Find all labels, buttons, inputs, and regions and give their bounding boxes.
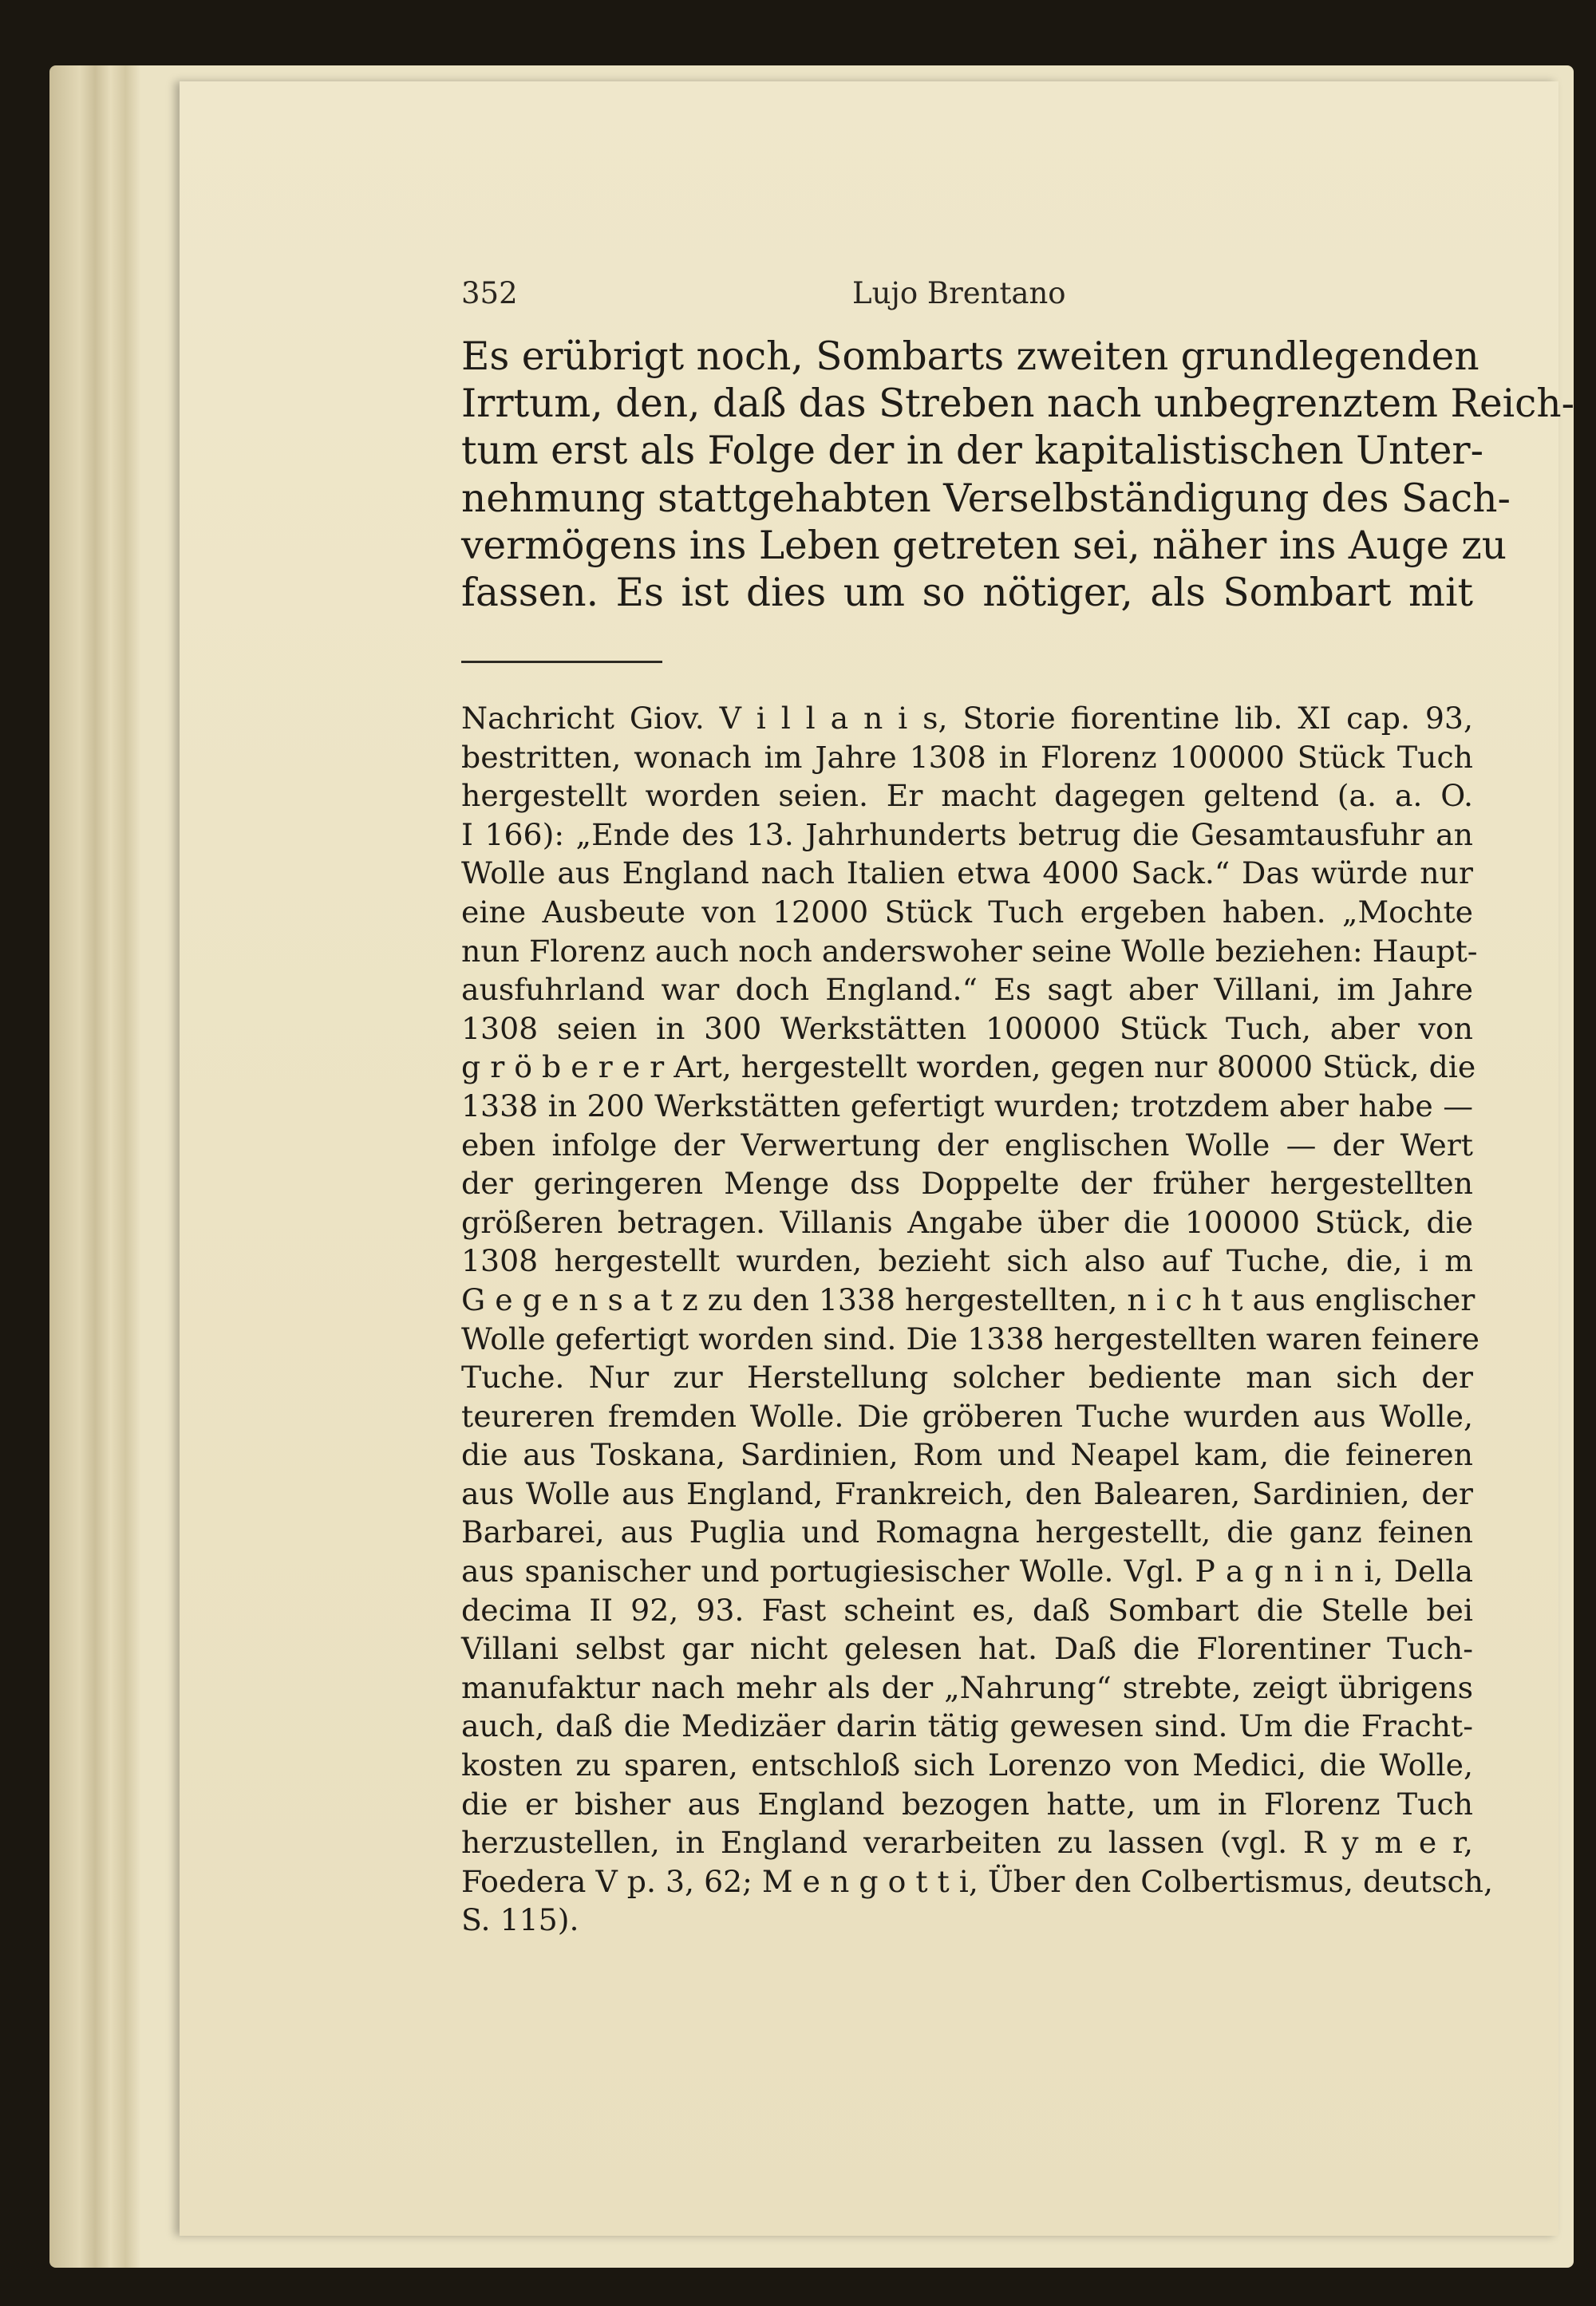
footnote-line: G e g e n s a t z zu den 1338 hergestellten, n i c h t aus englischer xyxy=(461,1281,1476,1317)
footnote-line: eine Ausbeute von 12000 Stück Tuch ergeben haben. „Mochte xyxy=(461,894,1473,930)
footnote-line: g r ö b e r e r Art, hergestellt worden, gegen nur 80000 Stück, die xyxy=(461,1049,1476,1085)
body-line: vermögens ins Leben getreten sei, näher ins Auge zu xyxy=(461,523,1507,568)
footnote-line: größeren betragen. Villanis Angabe über die 100000 Stück, die xyxy=(461,1204,1473,1240)
footnote-line: S. 115). xyxy=(461,1902,579,1938)
footnote-line: Tuche. Nur zur Herstellung solcher bediente man sich der xyxy=(461,1360,1473,1396)
body-line: Irrtum, den, daß das Streben nach unbegrenztem Reich- xyxy=(461,381,1574,427)
footnote-line: Nachricht Giov. V i l l a n i s, Storie fiorentine lib. XI cap. 93, xyxy=(461,701,1473,736)
footnote-line: Foedera V p. 3, 62; M e n g o t t i, Über den Colbertismus, deutsch, xyxy=(461,1863,1493,1899)
footnote-line: aus spanischer und portugiesischer Wolle. Vgl. P a g n i n i, Della xyxy=(461,1554,1473,1589)
footnote-line: bestritten, wonach im Jahre 1308 in Florenz 100000 Stück Tuch xyxy=(461,739,1473,775)
footnote-line: die er bisher aus England bezogen hatte, um in Florenz Tuch xyxy=(461,1786,1473,1822)
footnote-line: 1308 seien in 300 Werkstätten 100000 Stück Tuch, aber von xyxy=(461,1010,1473,1046)
running-header xyxy=(0,270,1596,318)
footnote-line: hergestellt worden seien. Er macht dagegen geltend (a. a. O. xyxy=(461,778,1473,814)
footnote-line: herzustellen, in England verarbeiten zu lassen (vgl. R y m e r, xyxy=(461,1825,1473,1861)
footnote-line: aus Wolle aus England, Frankreich, den Balearen, Sardinien, der xyxy=(461,1475,1473,1511)
footnote-line: die aus Toskana, Sardinien, Rom und Neapel kam, die feineren xyxy=(461,1437,1473,1473)
body-line: Es erübrigt noch, Sombarts zweiten grundlegenden xyxy=(461,334,1479,379)
body-line: tum erst als Folge der in der kapitalistischen Unter- xyxy=(461,428,1483,474)
footnote-line: ausfuhrland war doch England.“ Es sagt aber Villani, im Jahre xyxy=(461,972,1473,1008)
footnote-line: der geringeren Menge dss Doppelte der früher hergestellten xyxy=(461,1166,1473,1202)
footnote-line: 1308 hergestellt wurden, bezieht sich also auf Tuche, die, i m xyxy=(461,1243,1473,1279)
footnote-line: Wolle gefertigt worden sind. Die 1338 hergestellten waren feinere xyxy=(461,1321,1480,1356)
page-number: 352 xyxy=(461,276,518,310)
footnote-line: manufaktur nach mehr als der „Nahrung“ strebte, zeigt übrigens xyxy=(461,1669,1473,1705)
footnote-line: auch, daß die Medizäer darin tätig gewesen sind. Um die Fracht- xyxy=(461,1708,1473,1744)
main-text xyxy=(461,334,1574,617)
footnote-line: Wolle aus England nach Italien etwa 4000 Sack.“ Das würde nur xyxy=(461,855,1473,891)
body-line: nehmung stattgehabten Verselbständigung des Sach- xyxy=(461,476,1511,521)
footnote xyxy=(461,699,1493,1940)
body-line: fassen. Es ist dies um so nötiger, als Sombart mit xyxy=(461,571,1473,616)
footnote-line: 1338 in 200 Werkstätten gefertigt wurden; trotzdem aber habe — xyxy=(461,1088,1473,1123)
footnote-line: eben infolge der Verwertung der englischen Wolle — der Wert xyxy=(461,1127,1473,1163)
footnote-line: I 166): „Ende des 13. Jahrhunderts betrug die Gesamtausfuhr an xyxy=(461,816,1473,852)
footnote-line: teureren fremden Wolle. Die gröberen Tuche wurden aus Wolle, xyxy=(461,1398,1473,1434)
footnote-line: Barbarei, aus Puglia und Romagna hergestellt, die ganz feinen xyxy=(461,1514,1473,1550)
footnote-line: kosten zu sparen, entschloß sich Lorenzo von Medici, die Wolle, xyxy=(461,1747,1473,1783)
footnote-line: Villani selbst gar nicht gelesen hat. Daß die Florentiner Tuch- xyxy=(461,1631,1473,1667)
footnote-separator xyxy=(461,661,662,663)
footnote-line: decima II 92, 93. Fast scheint es, daß Sombart die Stelle bei xyxy=(461,1592,1473,1628)
running-title: Lujo Brentano xyxy=(852,276,1066,310)
footnote-line: nun Florenz auch noch anderswoher seine Wolle beziehen: Haupt- xyxy=(461,933,1478,969)
